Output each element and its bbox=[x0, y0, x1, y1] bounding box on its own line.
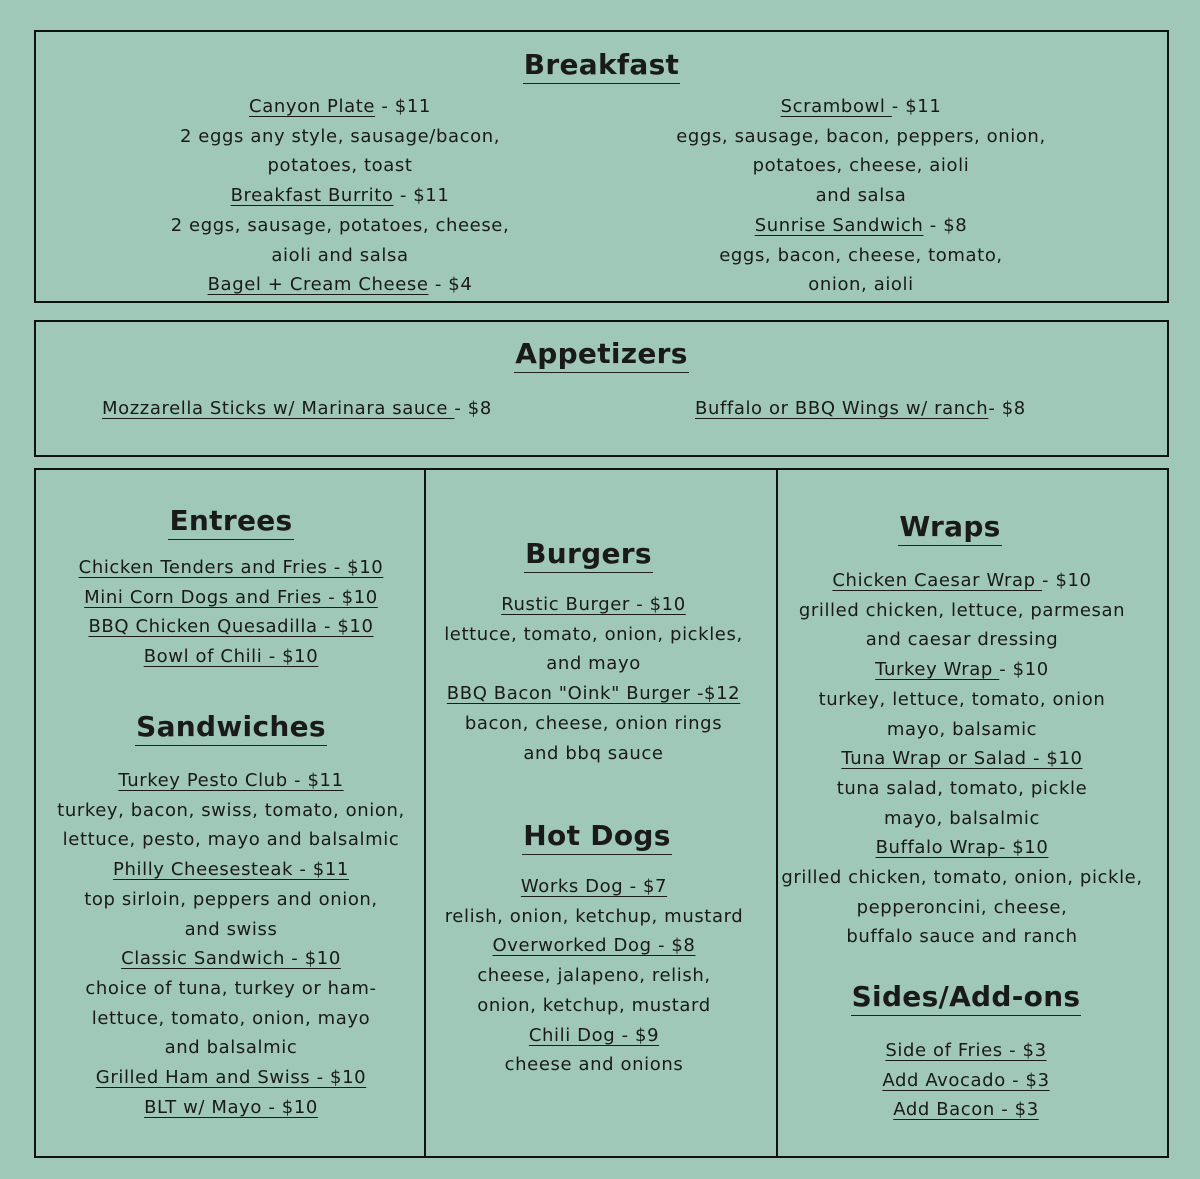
hotdogs-title: Hot Dogs bbox=[426, 819, 768, 855]
item-name: Add Bacon - $3 bbox=[893, 1099, 1039, 1121]
menu-item bbox=[778, 1095, 1154, 1125]
item-description: and mayo bbox=[546, 653, 641, 675]
item-description: 2 eggs any style, sausage/bacon, bbox=[179, 125, 501, 147]
menu-item bbox=[36, 766, 426, 796]
menu-item bbox=[426, 679, 761, 709]
menu-item bbox=[36, 270, 644, 300]
menu-item bbox=[426, 590, 761, 620]
item-name: Philly Cheesesteak - $11 bbox=[113, 859, 349, 881]
menu-item bbox=[591, 211, 1131, 241]
item-price: - $11 bbox=[393, 185, 450, 207]
item-description: bacon, cheese, onion rings bbox=[464, 712, 723, 734]
appetizer-price: - $8 bbox=[454, 398, 492, 419]
item-description: choice of tuna, turkey or ham- bbox=[85, 977, 377, 999]
item-name: Classic Sandwich - $10 bbox=[121, 948, 341, 970]
item-description: top sirloin, peppers and onion, bbox=[84, 888, 378, 910]
menu-item bbox=[36, 1063, 426, 1093]
item-description: and salsa bbox=[815, 185, 907, 207]
menu-item bbox=[36, 642, 426, 672]
appetizer-name: Buffalo or BBQ Wings w/ ranch bbox=[695, 398, 989, 419]
menu-item bbox=[36, 553, 426, 583]
item-price: - $10 bbox=[1042, 570, 1092, 591]
menu-item bbox=[36, 1093, 426, 1123]
item-name: Turkey Pesto Club - $11 bbox=[118, 770, 344, 791]
wraps-list bbox=[778, 566, 1146, 952]
item-price: - $8 bbox=[923, 214, 968, 236]
hotdogs-list bbox=[426, 872, 762, 1080]
item-name: Overworked Dog - $8 bbox=[492, 935, 696, 957]
item-price: - $10 bbox=[999, 659, 1049, 681]
item-description: and caesar dressing bbox=[865, 629, 1059, 651]
sides-list bbox=[778, 1036, 1154, 1125]
item-name: Chili Dog - $9 bbox=[528, 1024, 660, 1046]
item-description: eggs, bacon, cheese, tomato, bbox=[719, 244, 1003, 266]
item-name: Chicken Caesar Wrap bbox=[832, 570, 1043, 591]
item-description: mayo, balsalmic bbox=[884, 807, 1040, 829]
breakfast-title: Breakfast bbox=[36, 48, 1167, 84]
item-price: - $4 bbox=[428, 274, 473, 296]
item-description: 2 eggs, sausage, potatoes, cheese, bbox=[170, 214, 510, 236]
appetizer-item bbox=[695, 394, 1026, 424]
menu-item bbox=[36, 855, 426, 885]
item-description: eggs, sausage, bacon, peppers, onion, bbox=[676, 125, 1046, 147]
item-description: relish, onion, ketchup, mustard bbox=[444, 905, 744, 927]
item-name: Bowl of Chili - $10 bbox=[143, 646, 319, 668]
item-name: Tuna Wrap or Salad - $10 bbox=[841, 748, 1083, 770]
item-description: onion, ketchup, mustard bbox=[477, 994, 711, 1016]
item-description: potatoes, toast bbox=[267, 155, 413, 177]
item-description: lettuce, tomato, onion, mayo bbox=[91, 1007, 371, 1029]
item-name: Breakfast Burrito bbox=[230, 185, 394, 207]
item-name: Grilled Ham and Swiss - $10 bbox=[95, 1067, 367, 1089]
item-description: pepperoncini, cheese, bbox=[856, 896, 1068, 918]
item-name: BBQ Bacon "Oink" Burger -$12 bbox=[446, 683, 741, 705]
appetizers-title: Appetizers bbox=[36, 337, 1167, 373]
item-name: Turkey Wrap bbox=[875, 659, 1000, 681]
burgers-title: Burgers bbox=[426, 537, 751, 573]
item-description: cheese, jalapeno, relish, bbox=[477, 965, 711, 987]
item-name: BLT w/ Mayo - $10 bbox=[144, 1096, 318, 1118]
item-description: and bbq sauce bbox=[523, 742, 664, 764]
item-price: - $11 bbox=[891, 96, 942, 117]
item-name: BBQ Chicken Quesadilla - $10 bbox=[88, 616, 374, 638]
menu-item bbox=[426, 931, 762, 961]
menu-item bbox=[36, 181, 644, 211]
sandwiches-title: Sandwiches bbox=[36, 710, 426, 746]
appetizer-item bbox=[102, 394, 492, 424]
item-description: lettuce, tomato, onion, pickles, bbox=[444, 623, 743, 645]
breakfast-left-column bbox=[36, 92, 644, 300]
item-name: Canyon Plate bbox=[249, 96, 376, 117]
item-name: Works Dog - $7 bbox=[520, 876, 668, 897]
entrees-title: Entrees bbox=[36, 504, 426, 540]
item-description: potatoes, cheese, aioli bbox=[752, 155, 970, 177]
menu-item bbox=[36, 612, 426, 642]
burgers-list bbox=[426, 590, 761, 768]
item-name: Add Avocado - $3 bbox=[882, 1069, 1050, 1091]
menu-item bbox=[778, 1036, 1154, 1066]
item-name: Rustic Burger - $10 bbox=[501, 594, 686, 615]
menu-item bbox=[778, 655, 1146, 685]
menu-item bbox=[36, 944, 426, 974]
entrees-list bbox=[36, 553, 426, 672]
menu-item bbox=[36, 583, 426, 613]
item-name: Buffalo Wrap- $10 bbox=[875, 837, 1049, 859]
menu-item bbox=[778, 566, 1146, 596]
menu-item bbox=[778, 744, 1146, 774]
sandwiches-list bbox=[36, 766, 426, 1122]
item-description: buffalo sauce and ranch bbox=[846, 926, 1078, 948]
item-name: Sunrise Sandwich bbox=[754, 214, 924, 236]
item-description: and balsalmic bbox=[164, 1037, 298, 1059]
wraps-title: Wraps bbox=[778, 510, 1122, 546]
breakfast-right-column bbox=[591, 92, 1131, 300]
menu-item bbox=[426, 872, 762, 902]
item-name: Scrambowl bbox=[780, 96, 892, 117]
appetizer-name: Mozzarella Sticks w/ Marinara sauce bbox=[102, 398, 455, 419]
menu-item bbox=[426, 1021, 762, 1051]
breakfast-section bbox=[34, 30, 1169, 303]
item-description: turkey, lettuce, tomato, onion bbox=[818, 688, 1106, 710]
appetizer-price: - $8 bbox=[988, 398, 1026, 419]
item-description: lettuce, pesto, mayo and balsalmic bbox=[62, 829, 400, 851]
menu-item bbox=[36, 92, 644, 122]
appetizers-section bbox=[34, 320, 1169, 457]
menu-item bbox=[778, 833, 1146, 863]
item-description: tuna salad, tomato, pickle bbox=[836, 777, 1088, 799]
item-description: turkey, bacon, swiss, tomato, onion, bbox=[57, 799, 405, 821]
item-name: Side of Fries - $3 bbox=[885, 1040, 1047, 1061]
item-name: Chicken Tenders and Fries - $10 bbox=[78, 557, 384, 578]
menu-item bbox=[591, 92, 1131, 122]
item-description: aioli and salsa bbox=[271, 244, 409, 266]
item-name: Mini Corn Dogs and Fries - $10 bbox=[84, 586, 378, 608]
menu-item bbox=[778, 1066, 1154, 1096]
item-description: cheese and onions bbox=[504, 1054, 684, 1076]
item-description: and swiss bbox=[184, 918, 278, 940]
item-description: mayo, balsamic bbox=[886, 718, 1038, 740]
item-name: Bagel + Cream Cheese bbox=[207, 274, 429, 296]
item-description: grilled chicken, lettuce, parmesan bbox=[798, 599, 1126, 621]
item-description: grilled chicken, tomato, onion, pickle, bbox=[781, 867, 1143, 889]
item-description: onion, aioli bbox=[808, 274, 914, 296]
sides-title: Sides/Add-ons bbox=[778, 980, 1154, 1016]
item-price: - $11 bbox=[375, 96, 431, 117]
